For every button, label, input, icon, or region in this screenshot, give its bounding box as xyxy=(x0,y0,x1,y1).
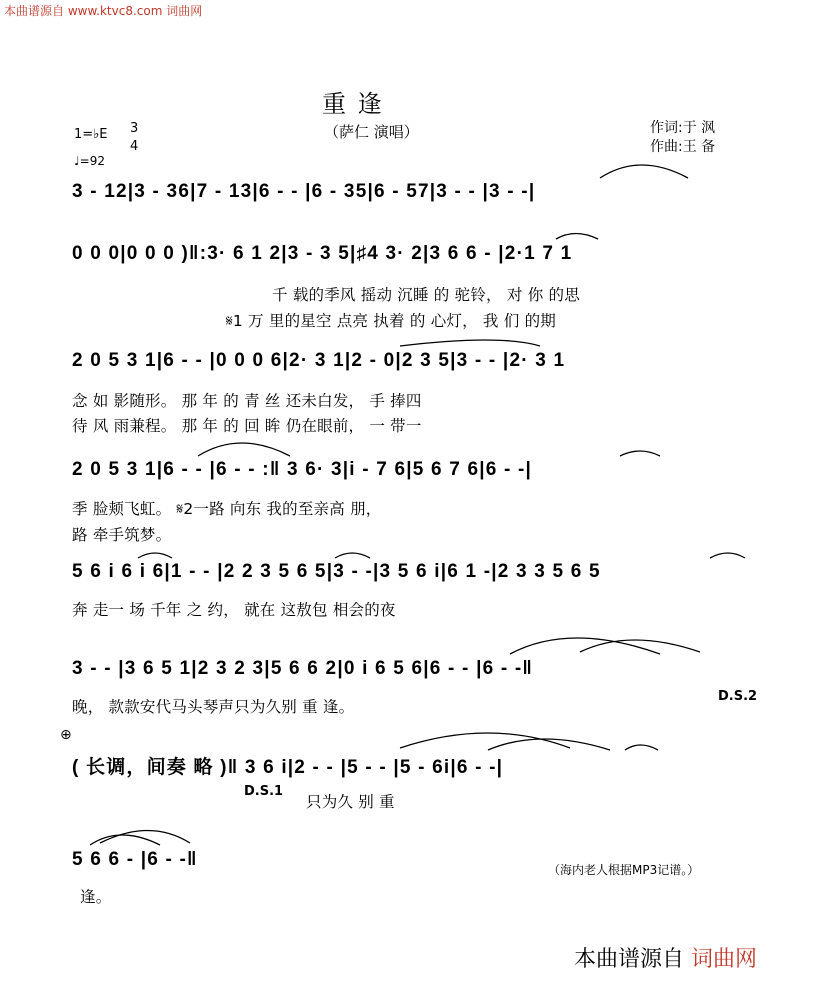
slur-row5a xyxy=(138,553,172,558)
music-row-6: 3 - - |3 6 5 1|2 3 2 3|5 6 6 2|0 i 6 5 6|6 - - |6 - -‖ xyxy=(72,658,534,679)
singer-credit: （萨仁 演唱） xyxy=(324,123,419,141)
key-signature: 1=♭E xyxy=(74,127,108,142)
time-signature-top: 3 xyxy=(130,121,139,136)
transcription-note: （海内老人根据MP3记谱。） xyxy=(548,863,700,877)
lyric-row-4-line-2: 路 牵手筑梦。 xyxy=(72,526,172,544)
lyric-row-6-line-1: 晚， 款款安代马头琴声只为久别 重 逢。 xyxy=(72,698,355,716)
tempo-marking: ♩=92 xyxy=(74,154,105,168)
slur-row7a xyxy=(400,733,570,748)
watermark-top: 本曲谱源自 www.ktvc8.com 词曲网 xyxy=(4,4,203,18)
slur-row5b xyxy=(335,553,370,558)
music-row-5: 5 6 i 6 i 6|1 - - |2 2 3 5 6 5|3 - -|3 5 6 i|6 1 -|2 3 3 5 6 5 xyxy=(72,561,601,582)
ds2-marking: D.S.2 xyxy=(718,689,758,704)
lyric-row-8-line-1: 逢。 xyxy=(80,888,112,906)
composer-credit: 作曲:王 备 xyxy=(650,139,716,155)
song-title: 重 逢 xyxy=(322,90,384,118)
watermark-bottom-red: 词曲网 xyxy=(691,947,758,972)
slur-row4b xyxy=(620,451,660,456)
music-row-4: 2 0 5 3 1|6 - - |6 - - :‖ 3 6· 3|i - 7 6|5 6 7 6|6 - -| xyxy=(72,459,533,480)
lyric-row-7-line-1: 只为久 别 重 xyxy=(306,793,395,811)
ds1-marking: D.S.1 xyxy=(244,784,284,799)
slur-row8b xyxy=(100,831,190,844)
lyric-row-5-line-1: 奔 走一 场 千年 之 约， 就在 这敖包 相会的夜 xyxy=(72,601,396,619)
slur-row7c xyxy=(625,745,658,750)
music-row-2: 0 0 0|0 0 0 )‖:3· 6 1 2|3 - 3 5|♯4 3· 2|3 6 6 - |2·1 7 1 xyxy=(72,243,573,264)
music-row-8: 5 6 6 - |6 - -‖ xyxy=(72,849,198,870)
slur-row4 xyxy=(198,443,290,456)
music-row-7: ( 长调，间奏 略 )‖ 3 6 i|2 - - |5 - - |5 - 6i|6 - -| xyxy=(72,757,504,778)
slur-row2 xyxy=(556,234,598,240)
slur-row6b xyxy=(580,640,700,652)
lyric-row-2-line-1: 千 载的季风 摇动 沉睡 的 驼铃， 对 你 的思 xyxy=(272,286,580,304)
music-row-3: 2 0 5 3 1|6 - - |0 0 0 6|2· 3 1|2 - 0|2 3 5|3 - - |2· 3 1 xyxy=(72,350,566,371)
coda-sign: ⊕ xyxy=(60,727,72,743)
lyric-row-3-line-1: 念 如 影随形。 那 年 的 青 丝 还未白发， 手 捧四 xyxy=(72,392,422,410)
lyricist-credit: 作词:于 沨 xyxy=(650,120,716,136)
lyric-row-3-line-2: 待 风 雨兼程。 那 年 的 回 眸 仍在眼前， 一 带一 xyxy=(72,417,422,435)
slur-row5c xyxy=(710,553,745,558)
music-row-1: 3 - 12|3 - 36|7 - 13|6 - - |6 - 35|6 - 57|3 - - |3 - -| xyxy=(72,181,536,202)
slur-row3 xyxy=(400,340,540,346)
time-signature-bottom: 4 xyxy=(130,139,139,154)
lyric-row-2-line-2: 𝄋1 万 里的星空 点亮 执着 的 心灯， 我 们 的期 xyxy=(226,312,556,330)
slur-row8a xyxy=(90,835,160,845)
lyric-row-4-line-1: 季 脸颊飞虹。 𝄋2一路 向东 我的至亲高 朋， xyxy=(72,500,382,518)
slur-row1 xyxy=(600,165,688,178)
watermark-bottom-black: 本曲谱源自 xyxy=(574,947,685,972)
